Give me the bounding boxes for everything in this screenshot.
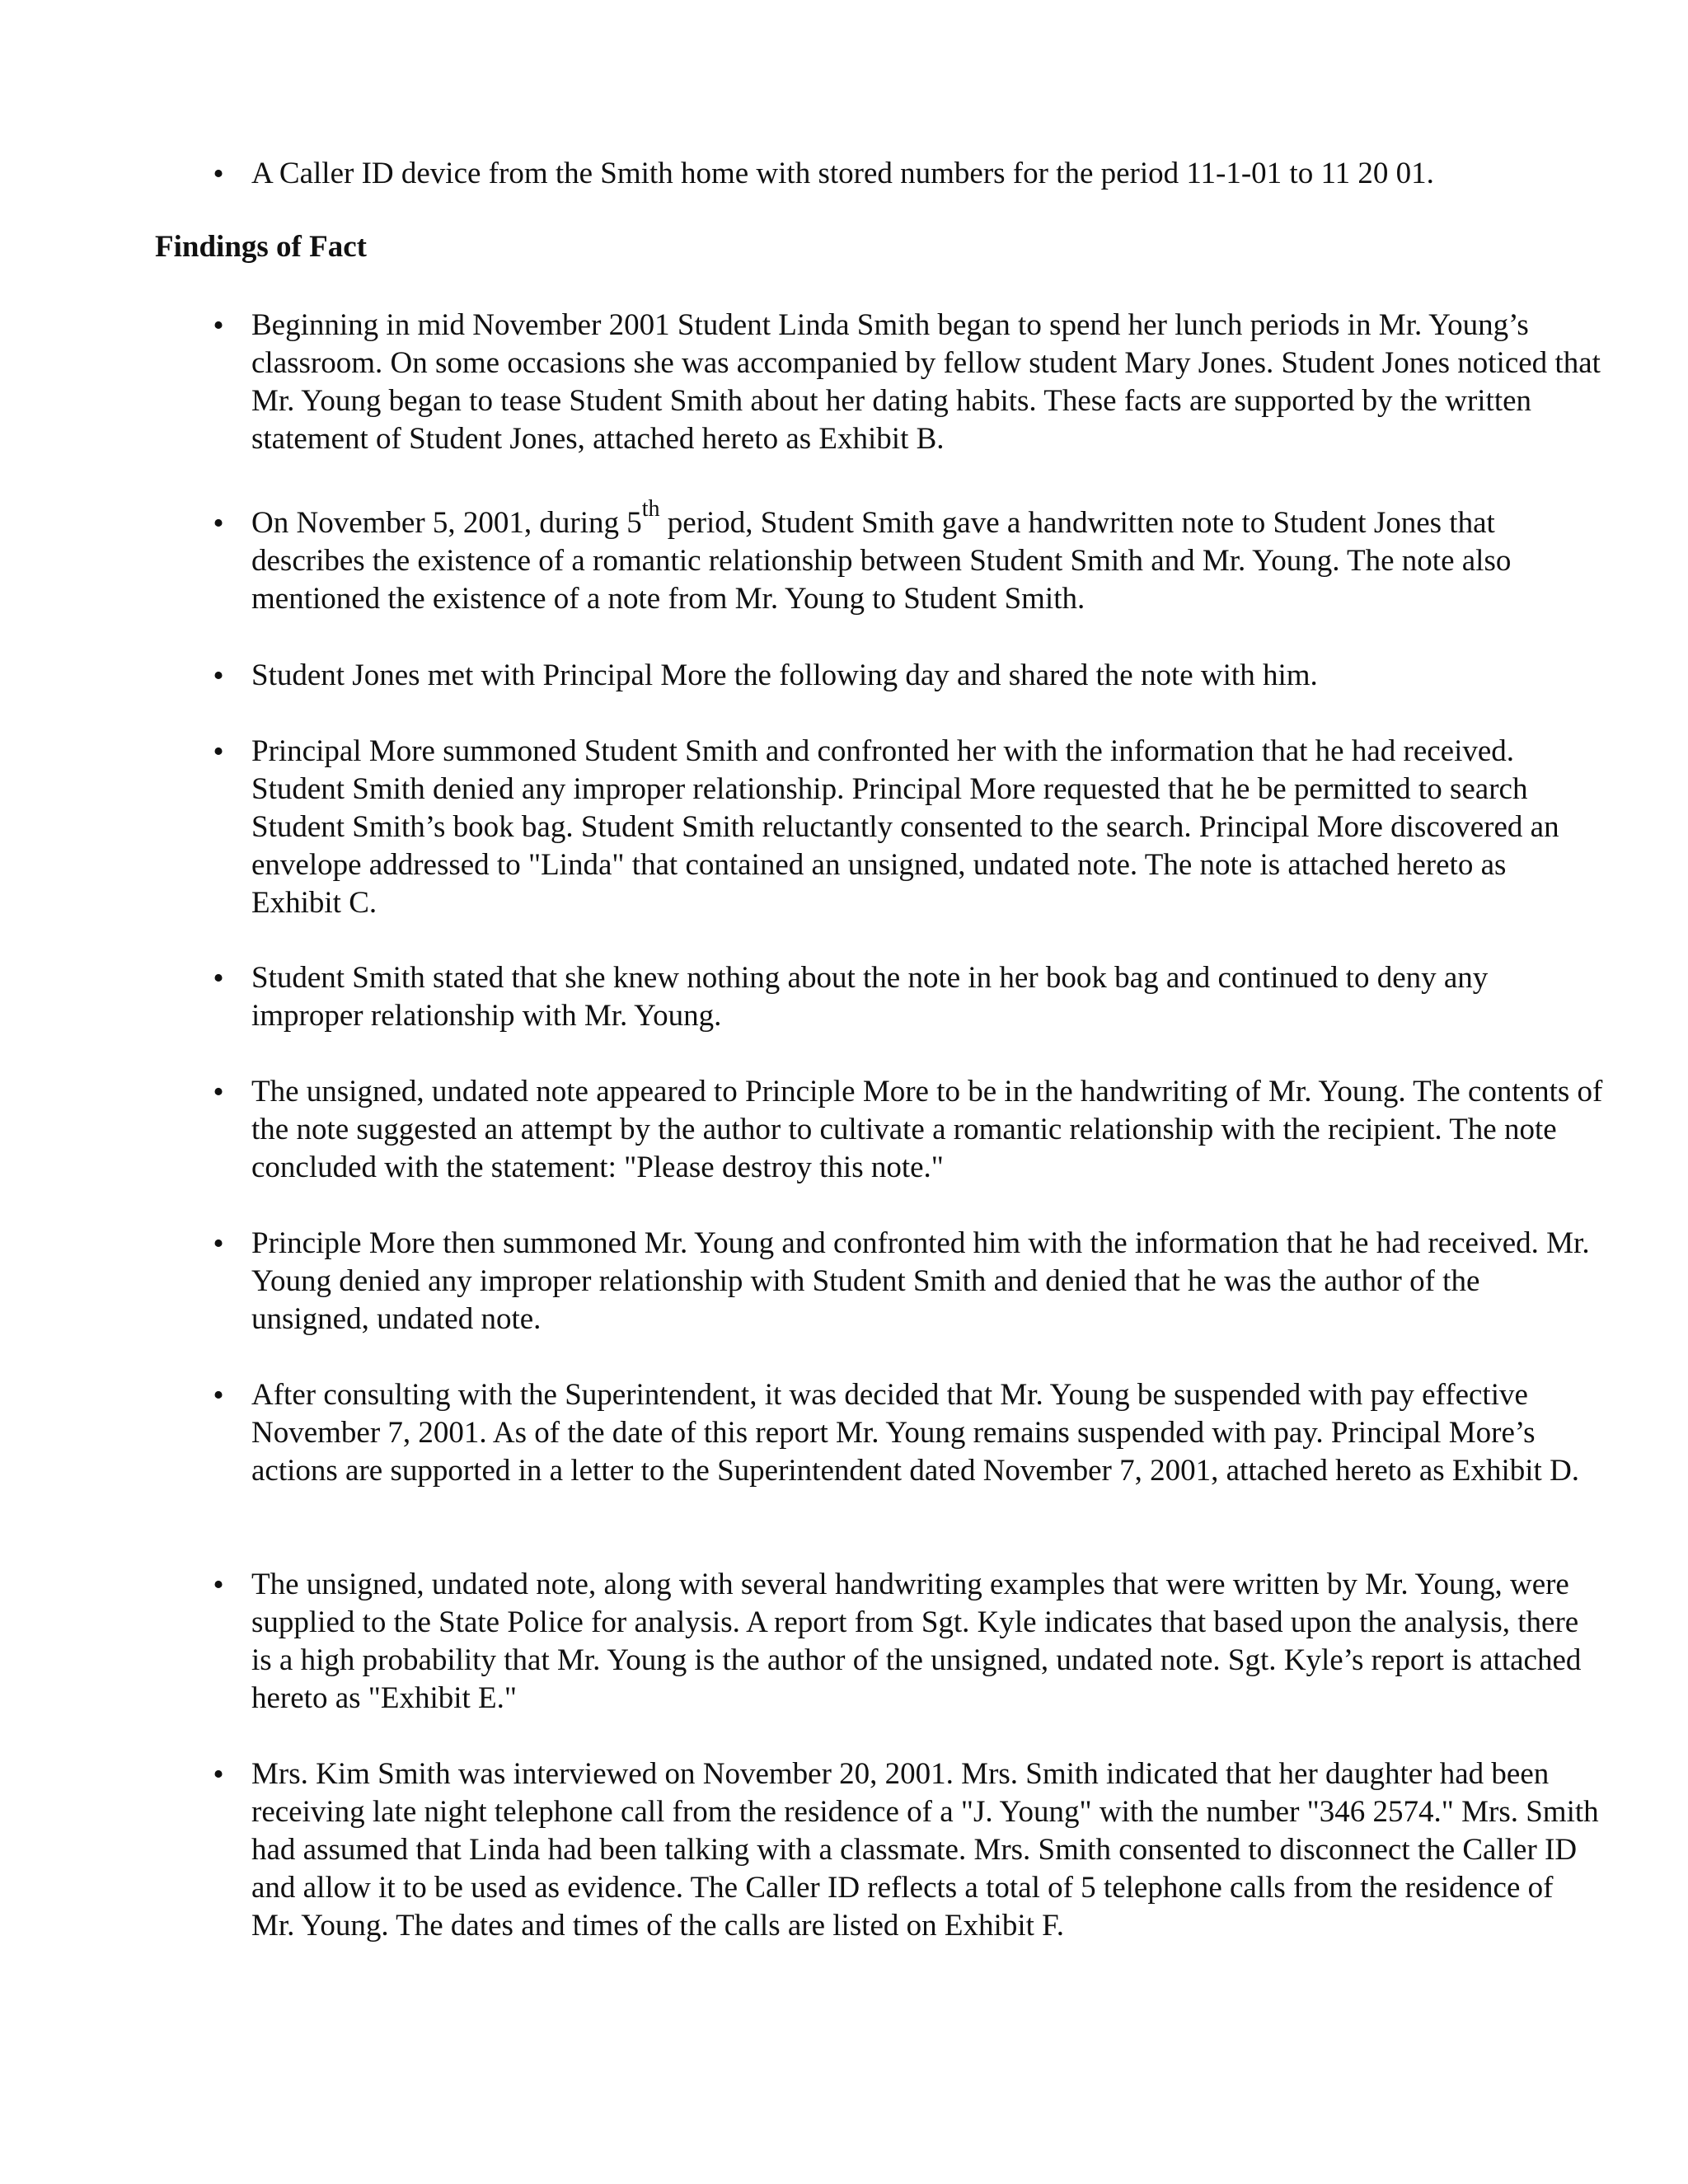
finding-text-start: On November 5, 2001, during 5 [251, 506, 642, 540]
bullet-icon: • [213, 1757, 224, 1792]
finding-text: The unsigned, undated note appeared to Principle More to be in the handwriting of Mr. Young. The contents of the note suggested an attempt by the author to cultivate a romantic relationship with the recipient. The note concluded with the statement: "Please destroy this note." [251, 1075, 1603, 1184]
finding-text: Student Jones met with Principal More the following day and shared the note with him. [251, 658, 1318, 692]
finding-text-end: period, Student Smith gave a handwritten note to Student Jones that describes the existence of a romantic relationship between Student Smith and Mr. Young. The note also mentioned the existence of a note from Mr. Young to Student Smith. [251, 506, 1512, 616]
finding-text: Student Smith stated that she knew nothing about the note in her book bag and continued to deny any improper relationship with Mr. Young. [251, 961, 1489, 1033]
bullet-icon: • [213, 658, 224, 693]
finding-text: After consulting with the Superintendent, it was decided that Mr. Young be suspended with pay effective November 7, 2001. As of the date of this report Mr. Young remains suspended with pay. Principal More’s actions are supported in a letter to the Superintendent dated November 7, 2001, attached hereto as Exhibit D. [251, 1378, 1580, 1488]
intro-bullet-text: A Caller ID device from the Smith home with stored numbers for the period 11-1-01 to 11 20 01. [251, 157, 1434, 190]
finding-text [251, 496, 1603, 618]
finding-text: Mrs. Kim Smith was interviewed on November 20, 2001. Mrs. Smith indicated that her daughter had been receiving late night telephone call from the residence of a "J. Young" with the number "346 2574." Mrs. Smith had assumed that Linda had been talking with a classmate. Mrs. Smith consented to disconnect the Caller ID and allow it to be used as evidence. The Caller ID reflects a total of 5 telephone calls from the residence of Mr. Young. The dates and times of the calls are listed on Exhibit F. [251, 1757, 1599, 1943]
bullet-icon: • [213, 308, 224, 343]
bullet-icon: • [213, 157, 224, 191]
bullet-icon: • [213, 961, 224, 996]
section-heading: Findings of Fact [155, 230, 367, 264]
finding-text: The unsigned, undated note, along with several handwriting examples that were written by Mr. Young, were supplied to the State Police for analysis. A report from Sgt. Kyle indicates that based upon the analysis, there is a high probability that Mr. Young is the author of the unsigned, undated note. Sgt. Kyle’s report is attached hereto as "Exhibit E." [251, 1568, 1582, 1715]
bullet-icon: • [213, 1075, 224, 1109]
bullet-icon: • [213, 1226, 224, 1261]
finding-text: Principal More summoned Student Smith and confronted her with the information that he had received. Student Smith denied any improper relationship. Principal More requested that he be permitted to search Student Smith’s book bag. Student Smith reluctantly consented to the search. Principal More discovered an envelope addressed to "Linda" that contained an unsigned, undated note. The note is attached hereto as Exhibit C. [251, 734, 1559, 920]
bullet-icon: • [213, 734, 224, 769]
finding-text: Principle More then summoned Mr. Young and confronted him with the information that he had received. Mr. Young denied any improper relationship with Student Smith and denied that he was the author of the unsigned, undated note. [251, 1226, 1590, 1336]
bullet-icon: • [213, 506, 224, 541]
bullet-icon: • [213, 1568, 224, 1602]
bullet-icon: • [213, 1378, 224, 1413]
finding-text: Beginning in mid November 2001 Student Linda Smith began to spend her lunch periods in Mr. Young’s classroom. On some occasions she was accompanied by fellow student Mary Jones. Student Jones noticed that Mr. Young began to tease Student Smith about her dating habits. These facts are supported by the written statement of Student Jones, attached hereto as Exhibit B. [251, 308, 1601, 456]
ordinal-suffix: th [641, 496, 660, 522]
